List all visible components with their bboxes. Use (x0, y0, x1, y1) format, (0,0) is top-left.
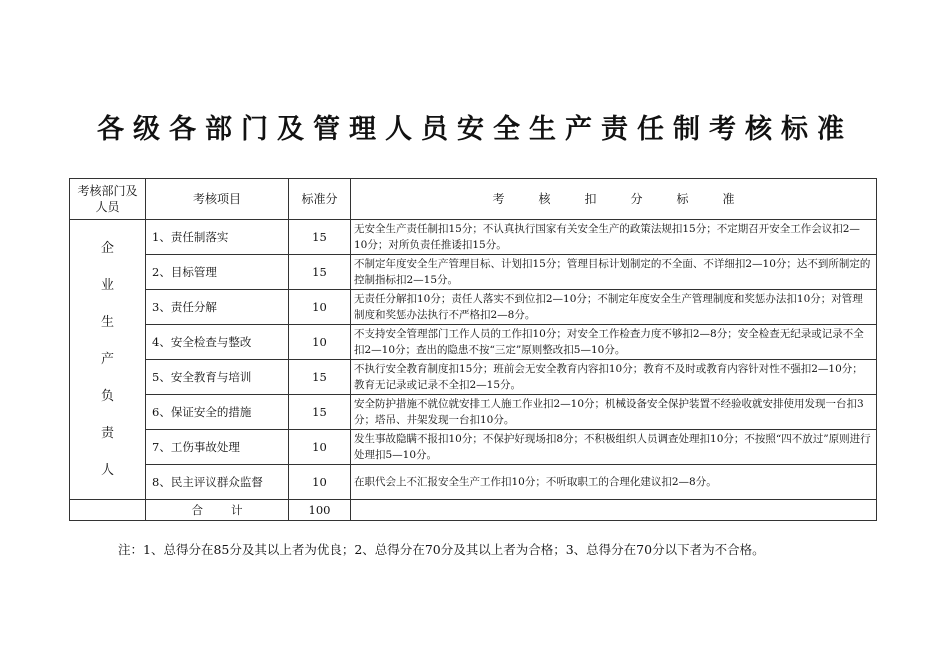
dept-char: 责 (100, 426, 114, 441)
header-row (70, 179, 877, 220)
total-score: 100 (289, 500, 351, 521)
score-cell: 10 (289, 325, 351, 360)
item-cell: 6、保证安全的措施 (146, 395, 289, 430)
desc-cell: 安全防护措施不就位就安排工人施工作业扣2—10分；机械设备安全保护装置不经验收就安排使用发现一台扣3分；塔吊、井架发现一台扣10分。 (351, 395, 877, 430)
item-cell: 4、安全检查与整改 (146, 325, 289, 360)
header-item: 考核项目 (146, 179, 289, 220)
item-cell: 8、民主评议群众监督 (146, 465, 289, 500)
dept-char: 负 (100, 389, 114, 404)
score-cell: 10 (289, 430, 351, 465)
item-cell: 5、安全教育与培训 (146, 360, 289, 395)
score-cell: 15 (289, 360, 351, 395)
table-row (70, 220, 877, 255)
assessment-table (69, 178, 877, 521)
table-row (70, 325, 877, 360)
footnote: 注：1、总得分在85分及其以上者为优良；2、总得分在70分及其以上者为合格；3、总得分在70分以下者为不合格。 (118, 542, 765, 557)
table-row (70, 465, 877, 500)
dept-char: 产 (100, 352, 114, 367)
table-row (70, 360, 877, 395)
desc-cell: 无安全生产责任制扣15分；不认真执行国家有关安全生产的政策法规扣15分；不定期召开安全工作会议扣2—10分；对所负责任推诿扣15分。 (351, 220, 877, 255)
item-cell: 3、责任分解 (146, 290, 289, 325)
desc-cell: 不支持安全管理部门工作人员的工作扣10分；对安全工作检查力度不够扣2—8分；安全检查无纪录或记录不全扣2—10分；查出的隐患不按“三定”原则整改扣5—10分。 (351, 325, 877, 360)
table-row (70, 255, 877, 290)
dept-char: 企 (100, 241, 114, 256)
dept-char: 人 (100, 463, 114, 478)
total-dept-cell (70, 500, 146, 521)
header-standard: 考核扣分标准 (351, 179, 877, 220)
total-row (70, 500, 877, 521)
item-cell: 1、责任制落实 (146, 220, 289, 255)
page-title: 各级各部门及管理人员安全生产责任制考核标准 (97, 114, 853, 145)
desc-cell: 无责任分解扣10分；责任人落实不到位扣2—10分；不制定年度安全生产管理制度和奖惩办法扣10分；对管理制度和奖惩办法执行不严格扣2—8分。 (351, 290, 877, 325)
score-cell: 15 (289, 220, 351, 255)
desc-cell: 发生事故隐瞒不报扣10分；不保护好现场扣8分；不积极组织人员调查处理扣10分；不按照“四不放过”原则进行处理扣5—10分。 (351, 430, 877, 465)
item-cell: 7、工伤事故处理 (146, 430, 289, 465)
table-row (70, 395, 877, 430)
header-score: 标准分 (289, 179, 351, 220)
score-cell: 15 (289, 395, 351, 430)
dept-char: 业 (100, 278, 114, 293)
score-cell: 10 (289, 465, 351, 500)
score-cell: 15 (289, 255, 351, 290)
total-desc-cell (351, 500, 877, 521)
header-dept: 考核部门及人员 (70, 179, 146, 220)
table-row (70, 430, 877, 465)
desc-cell: 不制定年度安全生产管理目标、计划扣15分；管理目标计划制定的不全面、不详细扣2—10分；达不到所制定的控制指标扣2—15分。 (351, 255, 877, 290)
score-cell: 10 (289, 290, 351, 325)
dept-cell (70, 220, 146, 500)
desc-cell: 在职代会上不汇报安全生产工作扣10分；不听取职工的合理化建议扣2—8分。 (351, 465, 877, 500)
desc-cell: 不执行安全教育制度扣15分；班前会无安全教育内容扣10分；教育不及时或教育内容针对性不强扣2—10分；教育无记录或记录不全扣2—15分。 (351, 360, 877, 395)
dept-char: 生 (100, 315, 114, 330)
total-label: 合计 (146, 500, 289, 521)
table-row (70, 290, 877, 325)
item-cell: 2、目标管理 (146, 255, 289, 290)
